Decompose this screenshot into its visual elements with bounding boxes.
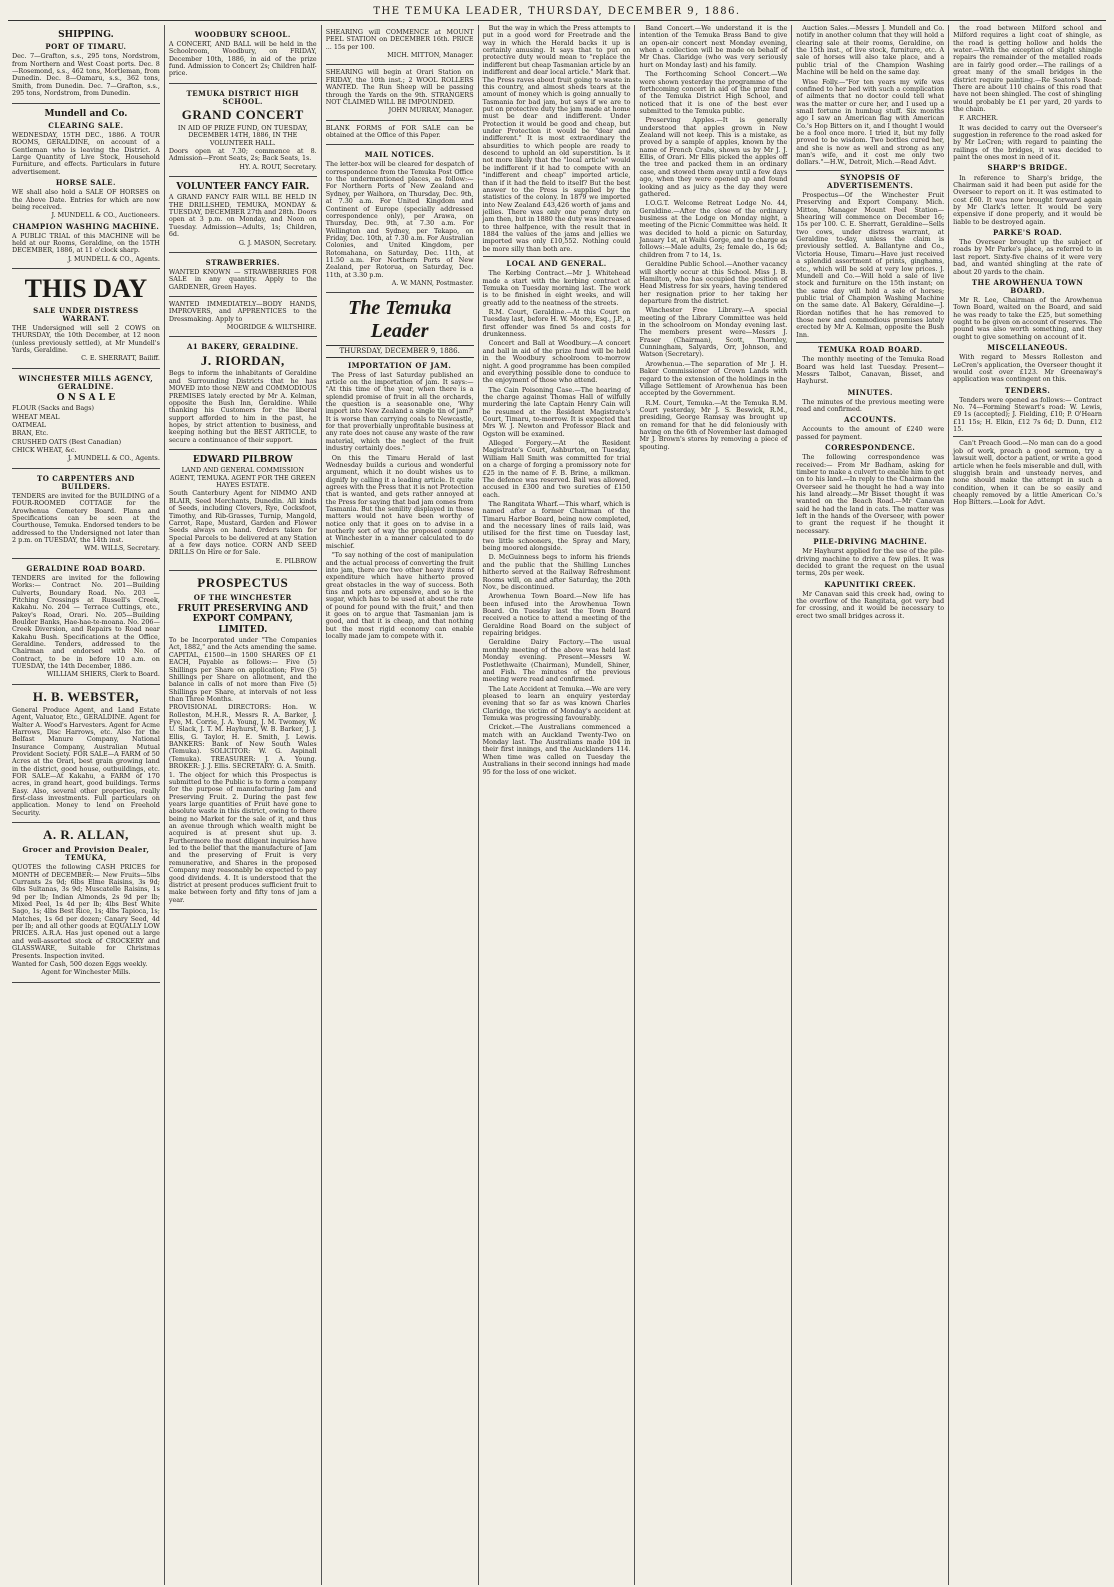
riordan-name: J. RIORDAN, [200, 352, 285, 368]
mundell-name: Mundell and Co. [44, 108, 128, 119]
pile-title: PILE-DRIVING MACHINE. [813, 537, 928, 547]
list-item: BRAN, Etc. [12, 429, 49, 438]
wanted-sig: MOGRIDGE & WILTSHIRE. [226, 323, 317, 332]
fancy-fair-ad [169, 177, 317, 253]
jam-text-1: The Press of last Saturday published an article on the importation of jam. It says:— "At this time of the year, when there is a splendid promise of fruit in all the orchards, the question is a seasonable one, 'Why import into New Zealand a single tin of jam?' It is worse than carrying coals to Newcastle, for that proverbially unprofitable business at any rate does not cause any waste of the raw material, which the neglect of the fruit industry certainly does." [325, 370, 474, 453]
builders-sig: WM. WILLS, Secretary. [84, 544, 160, 553]
paper-date: THURSDAY, DECEMBER 9, 1886. [326, 345, 474, 357]
jam-article [326, 362, 474, 641]
on-sale: O N S A L E [56, 392, 116, 403]
builders-title: TO CARPENTERS AND BUILDERS. [37, 473, 135, 491]
jam-text-2: On this the Timaru Herald of last Wednesday builds a curious and wonderful argument, which it no doubt wishes us to dignify by calling it a leading article. It quite agrees with the Press that it is not Protection that is wanted, and gets rather annoyed at the Press for saying that bad jam comes from Tasmania. But the senility displayed in these matters would not have been worthy of notice only that it goes on to advise in a motherly sort of way the proposed company at Winchester in a manner calculated to do mischief. [325, 453, 474, 550]
champion-sig: J. MUNDELL & CO., Agents. [67, 254, 160, 263]
road-text: The monthly meeting of the Temuka Road Board was held last Tuesday. Present—Messrs Talbot, Canavan, Bisset, and Hayhurst. [796, 355, 945, 386]
local-item: Geraldine Public School.—Another vacancy will shortly occur at this School. Miss J. B. Hamilton, who has occupied the position of Head Mistress for six years, having tendered her resignation prior to her taking her departure from the district. [639, 260, 788, 305]
decision: It was decided to carry out the Overseer's suggestion in reference to the road asked for by Mr LeCren; with regard to painting the railings of the bridges, it was decided to paint the ones most in need of it. [953, 123, 1103, 162]
directors: PROVISIONAL DIRECTORS: Hon. W. Rolleston, M.H.R., Messrs R. A. Barker, J. Fye, M. Corrie, J. A. Young, J. M. Twomey, W. U. Slack, J. T. M. Hayhurst, W. B. Barker, J. J. Ellis, G. Taylor, H. E. Smith, J. Lewis. BANKERS: Bank of New South Wales (Temuka). SOLICITOR: W. G. Aspinall (Temuka). TREASURER: J. A. Young. BROKER: J. J. Ellis. SECRETARY: G. A. Smith. [168, 703, 317, 771]
column-7 [949, 25, 1106, 1585]
synopsis-text: Prospectus—Of the Winchester Fruit Preserving and Export Company. Mich. Mitton, Manager Mount Peel Station—Shearing will commence on December 16; 15s per 100. C. E. Sherratt, Geraldine—Sells two cows, under distress warrant, at Geraldine to-day, unless the claim is previously settled. A. Ballantyne and Co., Victoria House, Timaru—Have just received a splendid assortment of prints, ginghams, etc., which will be sold at very low prices. J. Mundell and Co.—Will hold a sale of live stock and furniture on the 15th instant; on the same day will hold a sale of horses; public trial of Champion Washing Machine on the same date. A1 Bakery, Geraldine—J. Riordan notifies that he has removed to those new and commodious premises lately erected by Mr A. Kelman, opposite the Bush Inn. [796, 190, 945, 339]
kap-text: Mr Canavan said this creek had, owing to the overflow of the Rangitata, got very bad for crossing, and it would be necessary to erect two small bridges across it. [796, 589, 945, 620]
local-item: Concert and Ball at Woodbury.—A concert and ball in aid of the prize fund will be held in the Woodbury schoolroom to-morrow night. A good programme has been compiled and everything possible done to conduce to the enjoyment of those who attend. [482, 339, 631, 385]
shipping-title: SHIPPING. [58, 30, 114, 40]
grand-text: Doors open at 7.30; commence at 8. Admission—Front Seats, 2s; Back Seats, 1s. [168, 146, 317, 163]
local-item: Geraldine Dairy Factory.—The usual monthly meeting of the above was held last Monday evening. Present—Messrs W. Postlethwaite (Chairman), Mundell, Shiner, and Fish. The minutes of the previous meeting were read and confirmed. [482, 638, 631, 684]
misc-text: With regard to Messrs Rolleston and LeCren's application, the Overseer thought it would cost over £123. Mr Greenaway's application was contingent on this. [953, 353, 1103, 384]
local-item: Alleged Forgery.—At the Resident Magistrate's Court, Ashburton, on Tuesday, William Hall Smith was committed for trial on a charge of forging a promissory note for £25 in the name of F. B. Brine, a milkman. The defence was reserved. Bail was allowed, accused in £300 and two sureties of £150 each. [482, 439, 631, 499]
list-item: FLOUR (Sacks and Bags) [12, 404, 95, 413]
local-item: Arowhenua.—The separation of Mr J. H. Baker Commissioner of Crown Lands with regard to the extension of the holdings in the Village Settlement of Arowhenua has been accepted by the Government. [639, 359, 788, 398]
champion-text: A PUBLIC TRIAL of this MACHINE will be held at our Rooms, Geraldine, on the 15TH DECEMBER, 1886, at 11 o'clock sharp. [12, 231, 160, 255]
tenders-text: Tenders were opened as follows:— Contract No. 74—Forming Stewart's road: W. Lewis, £9 1s (accepted); J. Fielding, £10; P. O'Hearn £11 15s; H. Elkin, £12 7s 6d; D. Dunn, £12 15. [953, 395, 1103, 434]
wanted-ad [169, 297, 317, 337]
prospectus-ad [169, 571, 317, 910]
riordan-ad [169, 337, 317, 450]
cant-preach: Can't Preach Good.—No man can do a good job of work, preach a good sermon, try a lawsuit well, doctor a patient, or write a good article when he feels miserable and dull, with sluggish brain and unsteady nerves, and none should make the attempt in such a condition, when it can be so easily and cheaply removed by a little American Co.'s Hop Bitters.—Look for Advt. [953, 439, 1103, 507]
strawberries-ad [169, 253, 317, 297]
local-item: The Forthcoming School Concert.—We were shown yesterday the programme of the forthcoming concert in aid of the prize fund of the Temuka District High School, and noticed that it is one of the best ever submitted to the Temuka public. [639, 70, 788, 115]
road-title: GERALDINE ROAD BOARD. [26, 563, 146, 573]
tenders-title: TENDERS. [1004, 385, 1051, 395]
straw-title: STRAWBERRIES. [205, 257, 280, 267]
local-item: R.M. Court, Geraldine.—At this Court on Tuesday last, before H. W. Moore, Esq., J.P., a first offender was fined 5s and costs for drunkenness. [482, 307, 631, 339]
parke-text: The Overseer brought up the subject of roads by Mr Parke's place, as referred to in last report. Sixty-five chains of it were very bad, and wanted shingling at the rate of about 20 yards to the chain. [953, 238, 1103, 276]
blank-forms: BLANK FORMS of FOR SALE can be obtained at the Office of this Paper. [325, 123, 474, 139]
local-item: The Cain Poisoning Case.—The hearing of the charge against Thomas Hall of wilfully murdering the late Captain Henry Cain will be resumed at the Resident Magistrate's Court, Timaru, to-morrow. It is expected that Mrs W. J. Newton and Professor Black and Ogston will be examined. [482, 385, 631, 438]
on-sale-sig: J. MUNDELL & CO., Agents. [67, 454, 160, 463]
woodbury-title: WOODBURY SCHOOL. [194, 30, 291, 39]
road-board-cont [953, 25, 1102, 507]
local-item: Cricket.—The Australians commenced a match with an Auckland Twenty-Two on Monday last. The Australians made 104 in their first innings, and the Aucklanders 114. When time was called on Tuesday the Australians in their second innings had made 95 for the loss of one wicket. [482, 723, 631, 776]
divider [953, 436, 1102, 437]
divider [483, 256, 631, 257]
local-title: LOCAL AND GENERAL. [506, 259, 607, 269]
accounts-title: ACCOUNTS. [844, 415, 897, 425]
column-2 [165, 25, 322, 1585]
kap-title: KAPUNITIKI CREEK. [824, 579, 917, 589]
winchester-title: WINCHESTER MILLS AGENCY, GERALDINE. [18, 373, 154, 391]
allan-text: QUOTES the following CASH PRICES for MONTH of DECEMBER:— New Fruits—5lbs Currants 2s 9d; 6lbs Elme Raisins, 3s 9d; 6lbs Sultanas, 3s 9d; Muscatelle Raisins, 1s 9d per lb; Indian Almonds, 2s 9d per lb; Mixed Peel, 1s 4d per lb; 4lbs Best White Sago, 1s; 4lbs Best Rice, 1s; 4lbs Tapioca, 1s; Matches, 1s 6d per dozen; Canary Seed, 4d per lb; and all other goods at EQUALLY LOW PRICES. A.R.A. Has just opened out a large and well-assorted stock of CROCKERY and GLASSWARE, Suitable for Christmas Presents. Inspection invited. [12, 863, 160, 960]
column-3 [322, 25, 479, 1585]
pilbrow-text: South Canterbury Agent for NIMMO AND BLAIR, Seed Merchants, Dunedin. All kinds of Seeds, including Clovers, Rye, Cocksfoot, Timothy, and Rib-Grasses, Turnip, Mangold, Carrot, Rape, Mustard, Garden and Flower Seeds always on hand. Orders taken for Special Parcels to be delivered at any Station at a few days notice. CORN AND SEED DRILLS On Hire or for Sale. [168, 489, 317, 557]
local-item: D. McGuinness begs to inform his friends and the public that the Shilling Lunches hitherto served at the Railway Refreshment Rooms will, on and after Saturday, the 20th Nov., be discontinued. [482, 553, 631, 591]
column-5 [635, 25, 792, 1585]
local-item: The Kerbing Contract.—Mr J. Whitehead made a start with the kerbing contract at Temuka on Tuesday morning last. The work is to be finished in eight weeks, and will greatly add to the neatness of the streets. [482, 269, 631, 307]
webster-name: H. B. WEBSTER, [32, 688, 139, 704]
road-sig: WILLIAM SHIERS, Clerk to Board. [46, 670, 160, 679]
pile-text: Mr Hayhurst applied for the use of the pile-driving machine to drive a few piles. It was decided to grant the request on the usual terms, 20s per week. [796, 547, 945, 578]
straw-text: WANTED KNOWN — STRAWBERRIES FOR SALE in any quantity. Apply to the GARDENER, Green Hayes. [168, 267, 317, 291]
shearing-ad-1 [326, 25, 474, 65]
horse-text: WE shall also hold a SALE OF HORSES on the Above Date. Entries for which are now being received. [12, 188, 160, 211]
mail-sig: A. W. MANN, Postmaster. [391, 279, 474, 288]
mail-title: MAIL NOTICES. [364, 150, 435, 160]
allan-name: A. R. ALLAN, [43, 827, 129, 843]
pilbrow-sig: E. PILBROW [275, 556, 317, 565]
allan-wanted: Wanted for Cash, 500 dozen Eggs weekly. [12, 959, 148, 968]
shearing1-sig: MICH. MITTON, Manager. [387, 51, 474, 60]
prospectus-title: PROSPECTUS [197, 575, 289, 591]
clearing-title: CLEARING SALE. [48, 120, 124, 130]
column-1 [8, 25, 165, 1585]
pilbrow-ad [169, 450, 317, 571]
grand-sub: IN AID OF PRIZE FUND, ON TUESDAY, DECEMBER 14TH, 1886, IN THE VOLUNTEER HALL. [177, 123, 308, 147]
synopsis-title: SYNOPSIS OF ADVERTISEMENTS. [827, 172, 914, 190]
synopsis [796, 174, 944, 339]
temuka-school: TEMUKA DISTRICT HIGH SCHOOL. [186, 88, 300, 106]
shipping-sub: PORT OF TIMARU. [45, 42, 127, 52]
masthead: THE TEMUKA LEADER, THURSDAY, DECEMBER 9, 1886. [8, 6, 1106, 21]
woodbury-text: A CONCERT, AND BALL will be held in the Schoolroom, Woodbury, on FRIDAY, December 10th, 1886, in aid of the prize fund. Admission to Concert 2s; Children half-price. [168, 40, 317, 78]
temuka-road-board [796, 346, 944, 620]
allan-sub: Grocer and Provision Dealer, TEMUKA, [22, 845, 150, 863]
distress-sub: SALE UNDER DISTRESS WARRANT. [33, 305, 139, 323]
accounts-text: Accounts to the amount of £240 were passed for payment. [796, 425, 945, 441]
corr-text: The following correspondence was received:— From Mr Badham, asking for timber to make a culvert to enable him to get on to his land.—In reply to the Chairman the Overseer said he thought he had a way into his land already.—Mr Bisset thought it was wanted on the Beach Road.—Mr Canavan said he had the land in cats. The matter was left in the hands of the Overseer, with power to grant the request if he thought it necessary. [796, 453, 945, 535]
fancy-fair: VOLUNTEER FANCY FAIR. [176, 182, 310, 193]
grand-sig: HY. A. ROUT, Secretary. [239, 162, 317, 171]
local-general-cont [639, 25, 787, 451]
mail-notices [326, 145, 474, 293]
jam-text-3: "To say nothing of the cost of manipulation and the actual process of converting the fruit into jam, there are two other heavy items of expenditure which have hitherto proved great obstacles in the way of success. Both tins and pots are expensive, and so is the sugar, which has to be used at about the rate of pound for pound with the fruit," and then it goes on to argue that Tasmanian jam is good, and that it is cheap, and that nothing but the most rigid economy can enable locally made jam to compete with it. [325, 551, 474, 641]
on-sale-list [12, 405, 160, 454]
fruit-text: To be Incorporated under "The Companies Act, 1882," and the Acts amending the same. CAPITAL, £1500—in 1500 SHARES OF £1 EACH, Payable as follows:— Five (5) Shillings per Share on application; Five (5) Shillings per Share on allotment, and the balance in calls of not more than Five (5) Shillings per Share, at intervals of not less than Three Months. [168, 636, 317, 703]
builders-text: TENDERS are invited for the BUILDING of a FOUR-ROOMED COTTAGE for the Arowhenua Cemetery Board. Plans and Specifications can be seen at the Courthouse, Temuka. Endorsed tenders to be addressed to the Undersigned not later than 2 p.m. on TUESDAY, the 14th inst. [12, 491, 160, 545]
clearing-text: WEDNESDAY, 15TH DEC., 1886. A TOUR ROOMS, GERALDINE, on account of a Gentleman who is leaving the District. A Large Quantity of Live Stock, Household Furniture, and effects. Particulars in future advertisement. [12, 130, 160, 176]
local-item: R.M. Court, Temuka.—At the Temuka R.M. Court yesterday, Mr J. S. Beswick, R.M., presiding, George Ramsay was brought up on remand for that he did feloniously with having on the 6th of November last damaged Mr J. Brown's stores by removing a piece of spouting. [639, 398, 788, 451]
archer-sig: F. ARCHER. [959, 114, 999, 123]
fancy-text: A GRAND FANCY FAIR WILL BE HELD IN THE DRILLSHED, TEMUKA, MONDAY & TUESDAY, DECEMBER 27th and 28th. Doors open at 3 p.m. on Monday, and Noon on Tuesday. Admission—Adults, 1s; Children, 6d. [168, 193, 317, 239]
riordan-text: Begs to inform the inhabitants of Geraldine and Surrounding Districts that he has MOVED into those NEW and COMMODIOUS PREMISES lately erected by Mr A. Kelman, opposite the Bush Inn, Geraldine. While thanking his Customers for the liberal support afforded to him in the past, he hopes, by strict attention to business, and keeping nothing but the BEST ARTICLE, to secure a continuance of their support. [168, 369, 317, 444]
list-item: CRUSHED OATS (Best Canadian) [12, 437, 122, 446]
blank-forms-ad [326, 121, 474, 146]
local-item: I.O.G.T. Welcome Retreat Lodge No. 44, Geraldine.—After the close of the ordinary business at the Lodge on Monday night, a meeting of the Picnic Committee was held. It was decided to hold a picnic on Saturday, January 1st, at Waihi Gorge, and to charge as follows:—Male adults, 2s; female do., 1s 6d; children from 7 to 14, 1s. [639, 199, 788, 259]
bakery-title: A1 BAKERY, GERALDINE. [187, 342, 299, 352]
parke-title: PARKE'S ROAD. [993, 228, 1063, 238]
paper-title: The Temuka Leader [348, 297, 452, 343]
column-4 [479, 25, 636, 1585]
paper-title-box [326, 297, 474, 357]
minutes-title: MINUTES. [847, 387, 893, 397]
distress-ad [12, 269, 160, 369]
column-6 [792, 25, 949, 1585]
divider [796, 342, 944, 343]
shearing2-sig: JOHN MURRAY, Manager. [388, 106, 474, 115]
road-text: TENDERS are invited for the following Works:— Contract No. 201—Building Culverts, Boundary Road. No. 203 — Pitching Crossings at Russell's Creek, Kakahu. No. 204 — Terrace Cuttings, etc., Pakey's Road, Orari. No. 205—Building Boulder Banks, Hae-hae-te-moana. No. 206—Creek Diversion, and Repairs to Road near Kakahu Bush. Specifications at the Office, Geraldine. Tenders, addressed to the Chairman and endorsed with No. of Contract, to be in before 10 a.m. on TUESDAY, the 14th December, 1886. [12, 573, 160, 671]
columns [8, 25, 1106, 1585]
local-item: Winchester Free Library.—A special meeting of the Library Committee was held in the schoolroom on Monday evening last. The members present were—Messrs J. Fraser (Chairman), Scott, Thornley, Cunningham, Salyards, Orr, Johnson, and Watson (Secretary). [639, 306, 788, 359]
geraldine-road-ad [12, 559, 160, 685]
misc-title: MISCELLANEOUS. [987, 343, 1068, 353]
divider [796, 170, 944, 171]
grand-concert: GRAND CONCERT [181, 106, 304, 122]
road-cont: the road between Milford school and Milford requires a light coat of shingle, as the road is getting hollow and holds the water.—With the exception of slight shingle repairs the remainder of the metalled roads are in fairly good order.—The railings of a great many of the small bridges in the district require painting.—Re Seaton's Road: There are about 110 chains of this road that have not been shingled. The cost of shingling would probably be £1 per yard, 20 yards to the chain. [953, 25, 1103, 113]
mail-text: The letter-box will be cleared for despatch of correspondence from the Temuka Post Office to the undermentioned places, as follow:— For Northern Ports of New Zealand and Sydney, per Waihora, on Thursday, Dec. 9th, at 7.30 a.m. For United Kingdom and Continent of Europe (specially addressed correspondence only), per Arawa, on Thursday, Dec. 9th, at 7.30 a.m. For Wellington and Sydney, per Tekapo, on Friday, Dec. 10th, at 7.30 a.m. For Australian Colonies, and United Kingdom, per Rotomahana, on Saturday, Dec. 11th, at 11.50 a.m. For Northern Ports of New Zealand, per Rotorua, on Saturday, Dec. 11th, at 3.30 p.m. [325, 160, 474, 279]
webster-ad [12, 685, 160, 823]
horse-sig: J. MUNDELL & CO., Auctioneers. [51, 211, 160, 220]
wanted-text: WANTED IMMEDIATELY—BODY HANDS, IMPROVERS, and APPRENTICES to the Dressmaking. Apply to [168, 300, 317, 323]
builders-ad [12, 469, 160, 559]
shearing2-text: SHEARING will begin at Orari Station on FRIDAY, the 10th inst.; 2 WOOL ROLLERS WANTED. The Run Sheep will be passing through the Yards on the 9th. STRANGERS NOT CLAIMED WILL BE IMPOUNDED. [325, 68, 474, 106]
list-item: OATMEAL [12, 421, 46, 429]
local-general [483, 260, 631, 776]
shipping-ad [12, 25, 160, 104]
local-item: Preserving Apples.—It is generally understood that apples grown in New Zealand will not keep. This is a mistake, as proved by a sample of apples, known by the name of French Crabs, shown us by Mr J. J. Ellis, of Orari. Mr Ellis picked the apples off the tree and packed them in an ordinary case, and stowed them away until a few days ago, when they were opened up and found looking and as juicy as the day they were gathered. [639, 116, 788, 198]
champion-title: CHAMPION WASHING MACHINE. [12, 221, 160, 231]
fruit-body: 1. The object for which this Prospectus is submitted to the Public is to form a company for the purpose of manufacturing Jam and Preserving Fruit. 2. During the past few years large quantities of Fruit have gone to absolute waste in this district, owing to there being no Market for the sale of it, and thus an avenue through which wealth might be acquired is at present shut up. 3. Furthermore the most diligent inquiries have led to the belief that the manufacture of Jam and the preserving of Fruit is very remunerative, and Shares in the proposed Company may reasonably be expected to pay good dividends. 4. It is understood that the district at present produces sufficient fruit to make between forty and fifty tons of jam a year. [168, 770, 317, 904]
prospectus-sub: OF THE WINCHESTER [193, 592, 292, 602]
local-item: The Rangitata Wharf.—This wharf, which is named after a former Chairman of the Timaru Harbor Board, being now completed, and the necessary lines of rails laid, was utilised for the first time on Tuesday last, two little schooners, the Spray and Mary, being moored alongside. [482, 499, 631, 553]
sharps-title: SHARP'S BRIDGE. [987, 163, 1068, 173]
distress-text: THE Undersigned will sell 2 COWS on THURSDAY, the 10th December, at 12 noon (unless previously settled), at Mr Mundell's Yards, Geraldine. [12, 324, 160, 355]
jam-article-cont [483, 25, 631, 253]
shipping-text: Dec. 7—Grafton, s.s., 295 tons, Nordstrom, from Northern and West Coast ports. Dec. 8—Rosemond, s.s., 462 tons, Mortleman, from Dunedin. Dec. 8—Oamaru, s.s., 362 tons, Smith, from Dunedin. Dec. 7—Grafton, s.s., 295 tons, Nordstrom, from Dunedin. [12, 52, 160, 98]
sharps-text: In reference to Sharp's bridge, the Chairman said it had been put aside for the Overseer to report on it. It was estimated to cost £60. It was now brought forward again by Mr Clark's letter. It would be very expensive if done properly, and it would be liable to be destroyed again. [953, 173, 1103, 226]
pilbrow-name: EDWARD PILBROW [192, 455, 293, 466]
fancy-sig: G. J. MASON, Secretary. [238, 238, 317, 247]
local-item: The Late Accident at Temuka.—We are very pleased to learn an enquiry yesterday evening that so far as was known Charles Claridge, the victim of Monday's accident at Temuka was progressing favourably. [482, 684, 631, 723]
local-general-cont-2 [796, 25, 944, 167]
temuka-road-title: TEMUKA ROAD BOARD. [817, 345, 923, 355]
woodbury-ad [169, 25, 317, 84]
list-item: WHEAT MEAL [12, 412, 60, 421]
jam-cont: But the way in which the Press attempts to put in a good word for Freetrade and the way in which the Herald backs it up is certainly amusing. It says that to put on protective duty would mean to "replace the indifferent but cheap Tasmanian article by an indifferent and dear local article." Mark that. The Press raves about fruit going to waste in this country, and almost sheds tears at the amount of money which is going annually to Tasmania for bad jam, but says if we are to put on protective duty the jam made at home must be dear and indifferent. Under Protection it would be good and cheap, but under Protection it would be "dear and indifferent." It is most extraordinary the absurdities to which people are ready to descend to uphold an old superstition. Is it not more likely that the "local article" would be indifferent if it had to compete with an "indifferent and cheap" imported article, than if it had the field to itself? But the best answer to the Press is supplied by the statistics of the colony. In 1879 we imported into New Zealand £43,426 worth of jams and jellies. There was only one penny duty on jam then, but in 1880 the duty was increased to three halfpence, with the result that in 1884 the values of the jams and jellies we imported was only £10,552. Nothing could be more silly than both are. [482, 25, 631, 253]
winchester-ad [12, 369, 160, 469]
arowhenua-road-title: THE AROWHENUA TOWN BOARD. [971, 277, 1084, 295]
pilbrow-sub: LAND AND GENERAL COMMISSION AGENT, TEMUKA. AGENT FOR THE GREEN HAYES ESTATE. [170, 466, 316, 490]
mundell-ad [12, 104, 160, 270]
local-item: Band Concert.—We understand it is the intention of the Temuka Brass Band to give an open-air concert next Monday evening, when a collection will be made on behalf of Mr Chas. Claridge (who was very seriously hurt on Monday last) and his family. [639, 25, 788, 69]
local-item: Wise Folly.—"For ten years my wife was confined to her bed with such a complication of ailments that no doctor could tell what was the matter or cure her, and I used up a small fortune in humbug stuff. Six months ago I saw an American flag with American Co.'s Hop Bitters on it, and I thought I would be a fool once more. I tried it, but my folly proved to be wisdom. Two bottles cured her, and she is now as well and strong as any man's wife, and it cost me only two dollars."—H.W., Detroit, Mich.—Read Advt. [796, 77, 945, 167]
correspondence-title: CORRESPONDENCE. [825, 443, 916, 453]
local-item: Arowhenua Town Board.—New life has been infused into the Arowhenua Town Board. On Tuesday last the Town Board received a notice to attend a meeting of the Geraldine Road Board on the subject of repairing bridges. [482, 592, 631, 638]
distress-sig: C. E. SHERRATT, Bailiff. [81, 354, 160, 363]
this-day-heading: THIS DAY [24, 274, 148, 304]
shearing-ad-2 [326, 65, 474, 120]
minutes-text: The minutes of the previous meeting were read and confirmed. [796, 397, 945, 413]
allan-agent: Agent for Winchester Mills. [41, 968, 131, 977]
local-item: Auction Sales.—Messrs J. Mundell and Co. notify in another column that they will hold a clearing sale at their rooms, Geraldine, on the 15th inst., of live stock, furniture, etc. A sale of horses will also take place, and a public trial of the Champion Washing Machine will be held on the same day. [796, 25, 945, 77]
list-item: CHICK WHEAT, &c. [12, 446, 77, 455]
grand-concert-ad [169, 84, 317, 177]
jam-title: IMPORTATION OF JAM. [347, 360, 452, 370]
fruit-company: FRUIT PRESERVING AND EXPORT COMPANY, LIMITED. [177, 604, 309, 635]
shearing1-text: SHEARING will COMMENCE at MOUNT PEEL STATION on DECEMBER 16th. PRICE ... 15s per 100. [325, 28, 474, 51]
webster-text: General Produce Agent, and Land Estate Agent, Valuator, Etc., GERALDINE. Agent for Walter A. Wood's Harvesters. Agent for Acme Harrows, Disc Harrows, etc. Also for the Belfast Manure Company, National Insurance Company, Australian Mutual Provident Society. FOR SALE—A FARM of 50 Acres at the Orari, best grain growing land in the district, good house, outbuildings, etc. FOR SALE—At Kakahu, a FARM of 170 acres, in grand heart, good buildings. Terms Easy. Also, several other properties, really first-class investments. Full particulars on application. Money to lend on Freehold Security. [12, 705, 160, 817]
horse-title: HORSE SALE. [55, 178, 116, 188]
aro-text: Mr R. Lee, Chairman of the Arowhenua Town Board, waited on the Board, and said he was ready to take the £25, but something ought to be given on account of reserves. The pound was also worth something, and they ought to give something on account of it. [953, 295, 1103, 341]
allan-ad [12, 823, 160, 982]
